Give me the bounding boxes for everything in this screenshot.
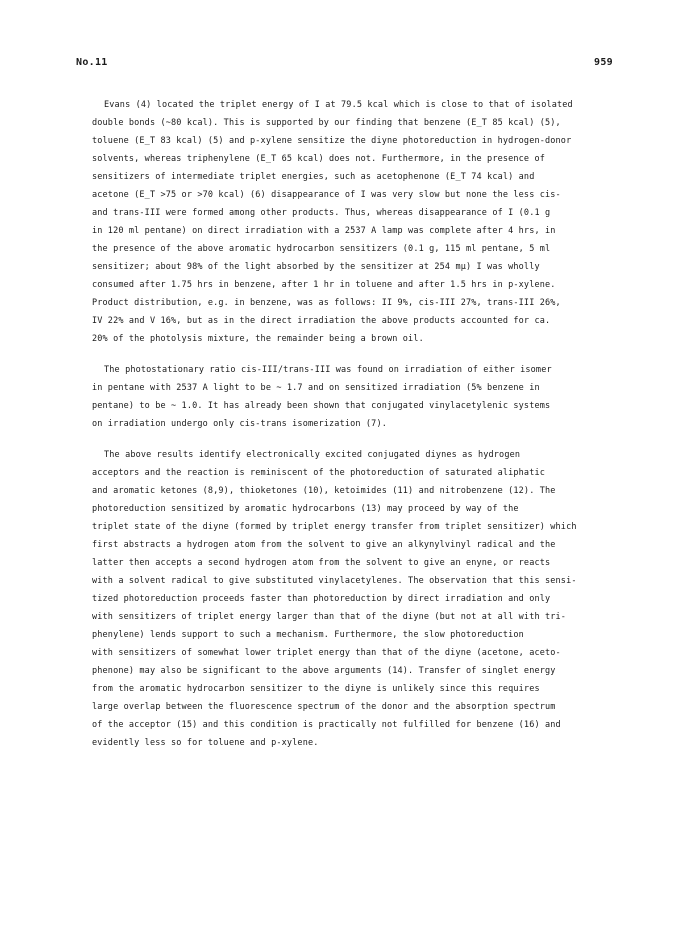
text-line: with sensitizers of triplet energy larger than that of the diyne (but not at all with tri- (92, 612, 567, 622)
text-line: 20% of the photolysis mixture, the remainder being a brown oil. (92, 334, 424, 344)
text-line: Product distribution, e.g. in benzene, was as follows: II 9%, cis-III 27%, trans-III 26%, (92, 298, 561, 308)
text-line: double bonds (~80 kcal). This is supported by our finding that benzene (E_T 85 kcal) (5), (92, 118, 561, 128)
text-line: The photostationary ratio cis-III/trans-III was found on irradiation of either isomer (104, 365, 552, 375)
text-line: phenylene) lends support to such a mechanism. Furthermore, the slow photoreduction (92, 630, 524, 640)
text-line: acetone (E_T >75 or >70 kcal) (6) disappearance of I was very slow but none the less cis- (92, 190, 561, 200)
text-line: and aromatic ketones (8,9), thioketones (10), ketoimides (11) and nitrobenzene (12). The (92, 486, 556, 496)
text-line: sensitizer; about 98% of the light absorbed by the sensitizer at 254 mμ) I was wholly (92, 262, 540, 272)
text-line: first abstracts a hydrogen atom from the solvent to give an alkynylvinyl radical and the (92, 540, 556, 550)
text-line: phenone) may also be significant to the above arguments (14). Transfer of singlet energy (92, 666, 556, 676)
text-line: from the aromatic hydrocarbon sensitizer to the diyne is unlikely since this requires (92, 684, 540, 694)
text-line: toluene (E_T 83 kcal) (5) and p-xylene sensitize the diyne photoreduction in hydrogen-donor (92, 136, 572, 146)
text-line: evidently less so for toluene and p-xylene. (92, 738, 319, 748)
text-line: latter then accepts a second hydrogen atom from the solvent to give an enyne, or reacts (92, 558, 551, 568)
text-line: in pentane with 2537 A light to be ~ 1.7 and on sensitized irradiation (5% benzene in (92, 383, 540, 393)
text-line: Evans (4) located the triplet energy of I at 79.5 kcal which is close to that of isolated (104, 100, 573, 110)
text-line: on irradiation undergo only cis-trans isomerization (7). (92, 419, 387, 429)
text-line: and trans-III were formed among other products. Thus, whereas disappearance of I (0.1 g (92, 208, 551, 218)
text-line: IV 22% and V 16%, but as in the direct irradiation the above products accounted for ca. (92, 316, 551, 326)
text-line: large overlap between the fluorescence spectrum of the donor and the absorption spectrum (92, 702, 556, 712)
text-line: photoreduction sensitized by aromatic hydrocarbons (13) may proceed by way of the (92, 504, 519, 514)
text-line: pentane) to be ~ 1.0. It has already been shown that conjugated vinylacetylenic systems (92, 401, 551, 411)
text-line: with a solvent radical to give substituted vinylacetylenes. The observation that this sensi- (92, 576, 577, 586)
text-line: acceptors and the reaction is reminiscent of the photoreduction of saturated aliphatic (92, 468, 545, 478)
text-line: The above results identify electronically excited conjugated diynes as hydrogen (104, 450, 521, 460)
text-line: tized photoreduction proceeds faster than photoreduction by direct irradiation and only (92, 594, 551, 604)
text-line: solvents, whereas triphenylene (E_T 65 kcal) does not. Furthermore, in the presence of (92, 154, 545, 164)
page-number: 959 (594, 57, 613, 68)
text-line: with sensitizers of somewhat lower triplet energy than that of the diyne (acetone, aceto- (92, 648, 561, 658)
text-line: consumed after 1.75 hrs in benzene, after 1 hr in toluene and after 1.5 hrs in p-xylene. (92, 280, 556, 290)
text-line: in 120 ml pentane) on direct irradiation with a 2537 A lamp was complete after 4 hrs, in (92, 226, 556, 236)
text-line: of the acceptor (15) and this condition is practically not fulfilled for benzene (16) and (92, 720, 561, 730)
text-line: sensitizers of intermediate triplet energies, such as acetophenone (E_T 74 kcal) and (92, 172, 535, 182)
text-line: triplet state of the diyne (formed by triplet energy transfer from triplet sensitizer) which (92, 522, 577, 532)
journal-number: No.11 (76, 57, 108, 68)
text-line: the presence of the above aromatic hydrocarbon sensitizers (0.1 g, 115 ml pentane, 5 ml (92, 244, 551, 254)
